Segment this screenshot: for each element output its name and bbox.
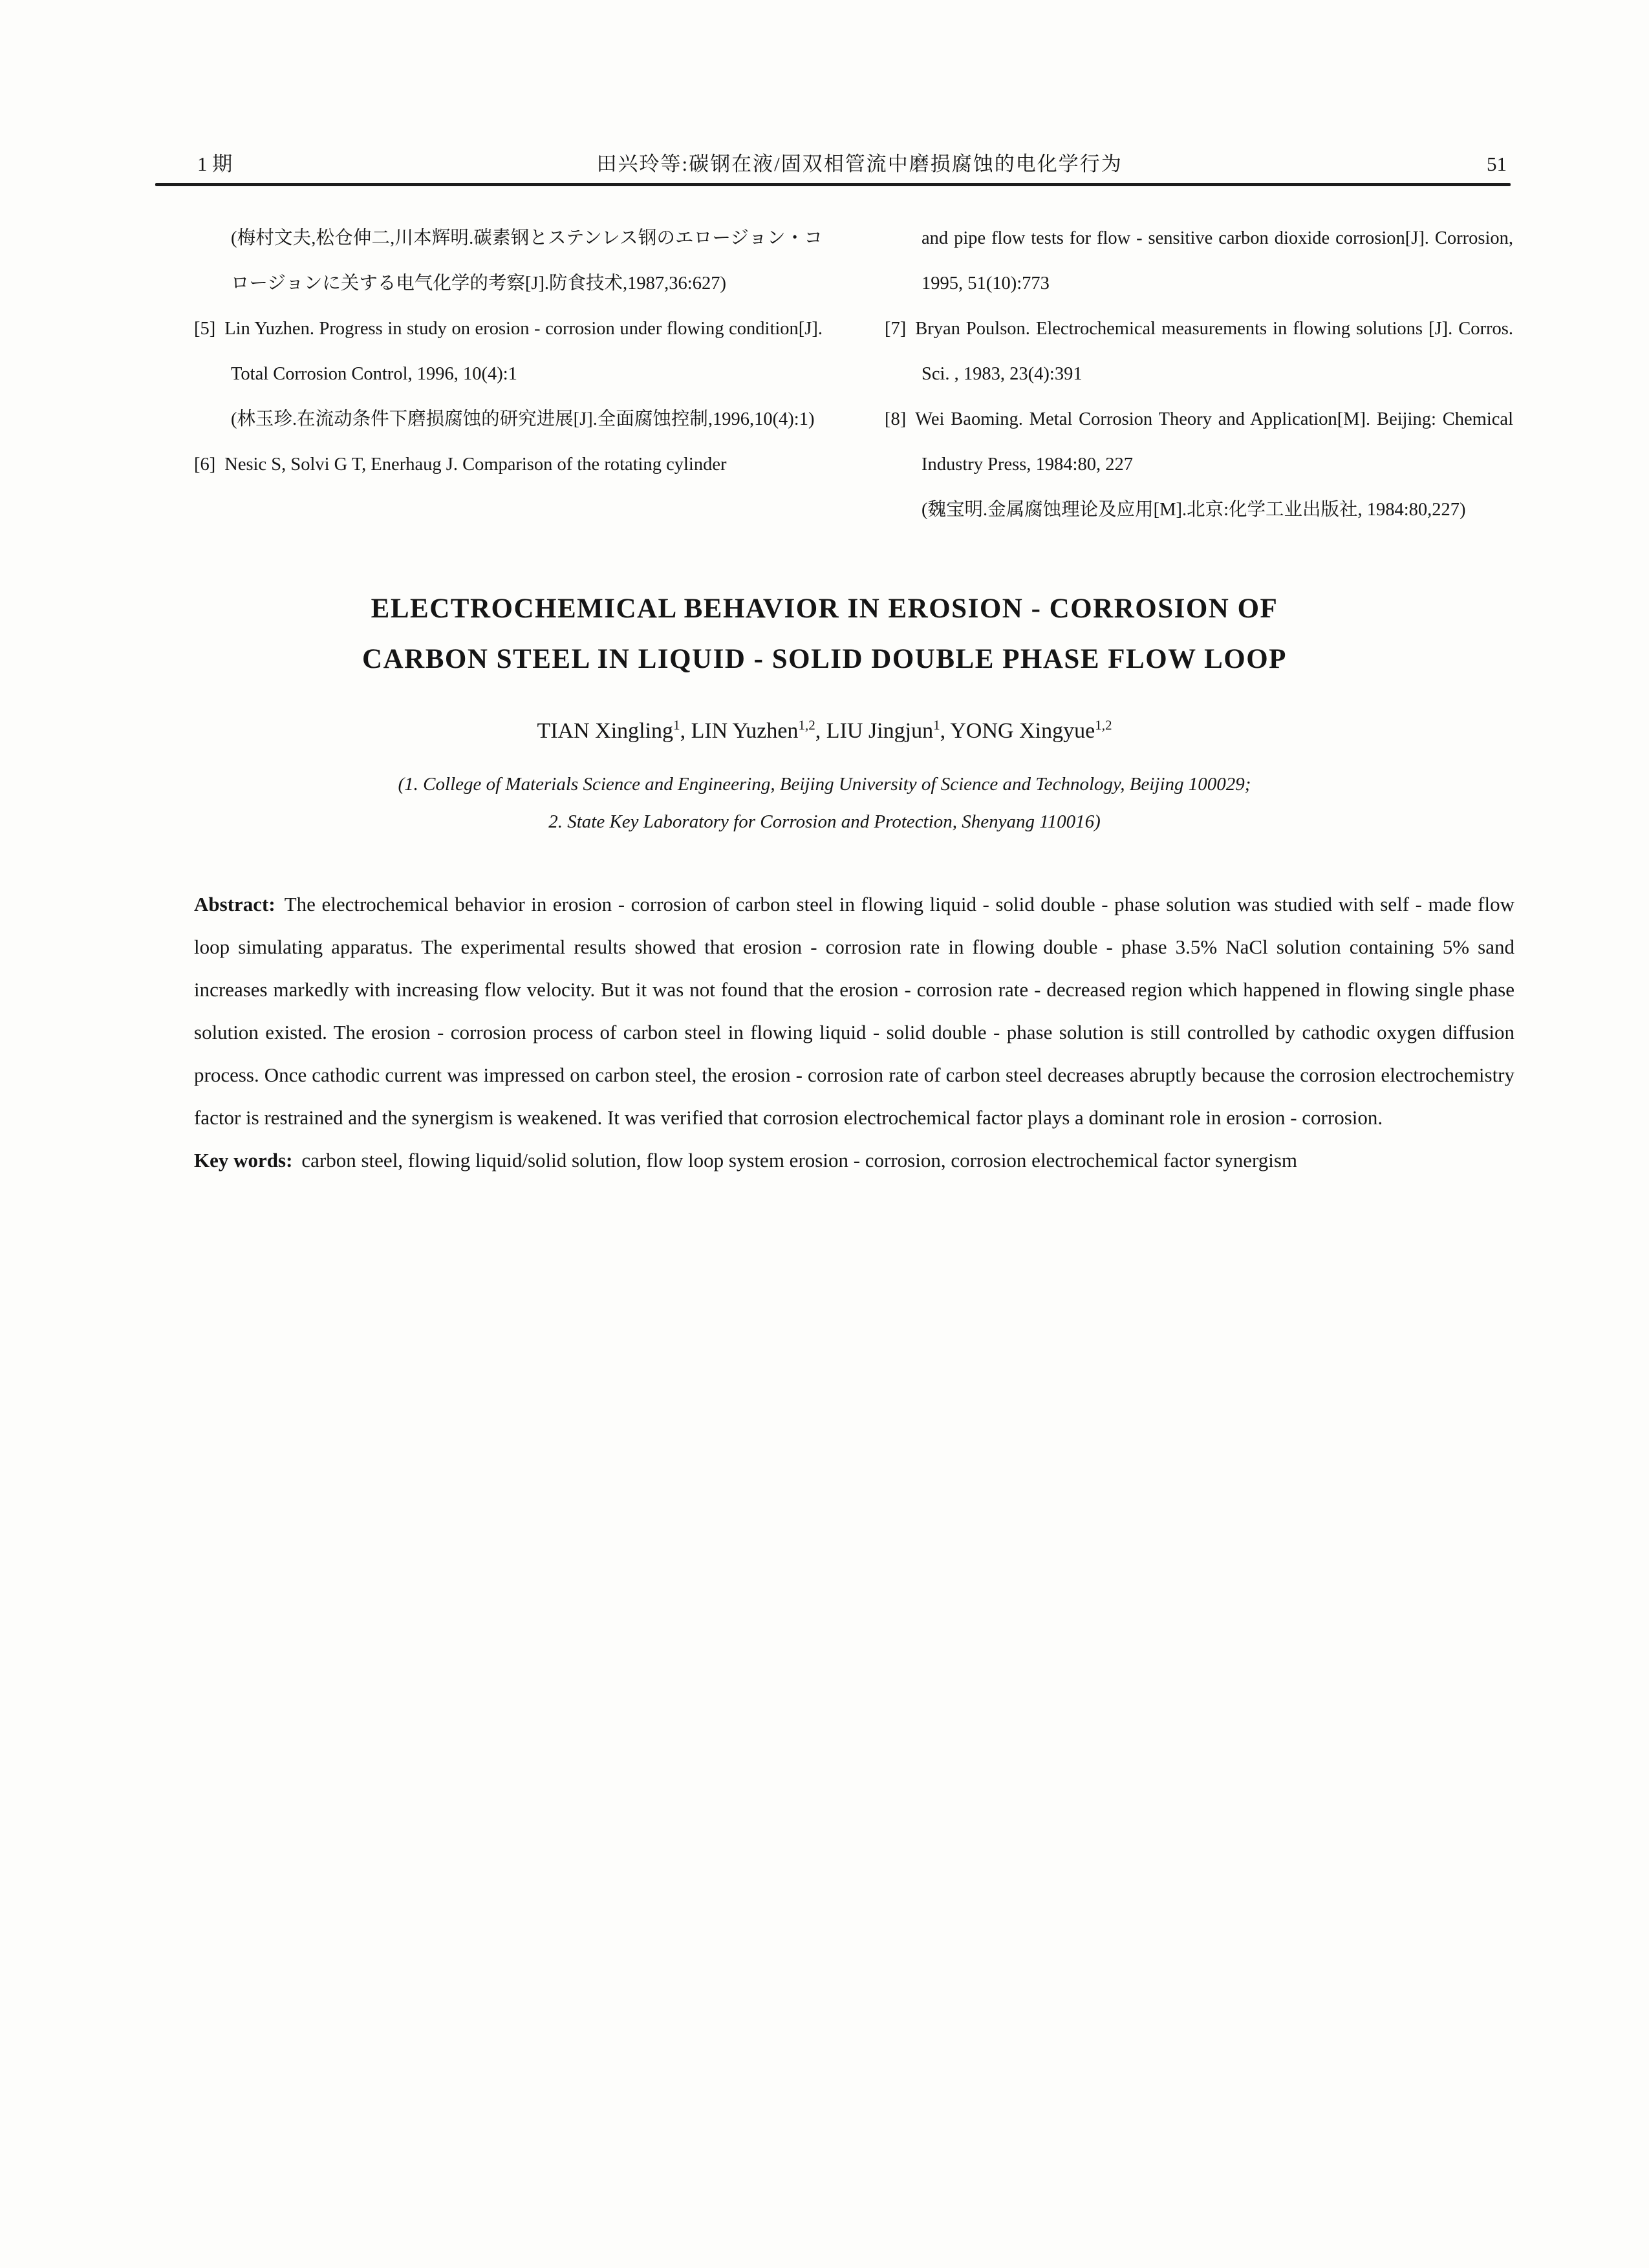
author-name: LIU Jingjun: [826, 719, 934, 743]
reference-marker: [5]: [194, 319, 216, 339]
references-left-column: [194, 216, 823, 533]
reference-text: Bryan Poulson. Electrochemical measurements in flowing solutions [J]. Corros. Sci. , 1983, 23(4):391: [915, 319, 1513, 384]
author-name: LIN Yuzhen: [691, 719, 799, 743]
reference-marker: [8]: [885, 409, 907, 429]
references-section: [194, 216, 1513, 533]
affiliation-line1: (1. College of Materials Science and Engineering, Beijing University of Science and Technology, Beijing 100029;: [398, 774, 1251, 795]
affiliation-line2: 2. State Key Laboratory for Corrosion and Protection, Shenyang 110016): [548, 811, 1101, 832]
author-list: [0, 719, 1649, 744]
abstract-text: The electrochemical behavior in erosion - corrosion of carbon steel in flowing liquid - solid double - phase solution was studied with self - made flow loop simulating apparatus. The experimental results showed that erosion - corrosion rate in flowing double - phase 3.5% NaCl solution containing 5% sand increases markedly with increasing flow velocity. But it was not found that the erosion - corrosion rate - decreased region which happened in flowing single phase solution existed. The erosion - corrosion process of carbon steel in flowing liquid - solid double - phase solution is still controlled by cathodic oxygen diffusion process. Once cathodic current was impressed on carbon steel, the erosion - corrosion rate of carbon steel decreases abruptly because the corrosion electrochemistry factor is restrained and the synergism is weakened. It was verified that corrosion electrochemical factor plays a dominant role in erosion - corrosion.: [194, 893, 1514, 1129]
reference-continuation: (梅村文夫,松仓伸二,川本辉明.碳素钢とステンレス钢のエロージョン・コロージョンに关する电气化学的考察[J].防食技术,1987,36:627): [231, 228, 823, 294]
abstract-paragraph: [194, 883, 1514, 1139]
author-separator: ,: [815, 719, 826, 743]
abstract-section: [194, 883, 1514, 1182]
author-affiliation-sup: 1,2: [1095, 717, 1112, 733]
reference-translation: (林玉珍.在流动条件下磨损腐蚀的研究进展[J].全面腐蚀控制,1996,10(4):1): [231, 409, 815, 429]
reference-item-6: [194, 442, 823, 487]
keywords-text: carbon steel, flowing liquid/solid solution, flow loop system erosion - corrosion, corrosion electrochemical factor synergism: [301, 1149, 1298, 1171]
author-affiliation-sup: 1: [673, 717, 680, 733]
running-header: [197, 147, 1507, 177]
author-separator: ,: [940, 719, 951, 743]
running-title: 田兴玲等:碳钢在液/固双相管流中磨损腐蚀的电化学行为: [596, 153, 1123, 175]
issue-label: 1 期: [197, 153, 233, 175]
author-affiliation-sup: 1: [933, 717, 940, 733]
abstract-label: Abstract:: [194, 893, 275, 915]
reference-item-8: [885, 397, 1513, 487]
reference-text: Lin Yuzhen. Progress in study on erosion - corrosion under flowing condition[J]. Total Corrosion Control, 1996, 10(4):1: [224, 319, 823, 384]
references-right-column: [885, 216, 1513, 533]
reference-item-7: [885, 306, 1513, 397]
reference-item-5: [194, 306, 823, 397]
affiliations: [0, 765, 1649, 840]
reference-translation: (魏宝明.金属腐蚀理论及应用[M].北京:化学工业出版社, 1984:80,227): [921, 500, 1466, 520]
author-affiliation-sup: 1,2: [798, 717, 815, 733]
article-title: [0, 584, 1649, 685]
author-name: TIAN Xingling: [537, 719, 674, 743]
reference-marker: [7]: [885, 319, 907, 339]
author-name: YONG Xingyue: [950, 719, 1095, 743]
reference-text: Wei Baoming. Metal Corrosion Theory and Application[M]. Beijing: Chemical Industry Press, 1984:80, 227: [915, 409, 1513, 475]
article-title-line2: CARBON STEEL IN LIQUID - SOLID DOUBLE PHASE FLOW LOOP: [362, 644, 1287, 674]
reference-marker: [6]: [194, 455, 216, 475]
page-number: 51: [1487, 153, 1507, 175]
header-rule: [155, 183, 1511, 186]
keywords-label: Key words:: [194, 1149, 293, 1171]
reference-continuation: and pipe flow tests for flow - sensitive carbon dioxide corrosion[J]. Corrosion, 1995, 51(10):773: [921, 228, 1513, 294]
author-separator: ,: [680, 719, 691, 743]
reference-text: Nesic S, Solvi G T, Enerhaug J. Comparison of the rotating cylinder: [224, 455, 727, 475]
article-title-line1: ELECTROCHEMICAL BEHAVIOR IN EROSION - CORROSION OF: [371, 594, 1278, 624]
keywords-paragraph: [194, 1139, 1514, 1182]
